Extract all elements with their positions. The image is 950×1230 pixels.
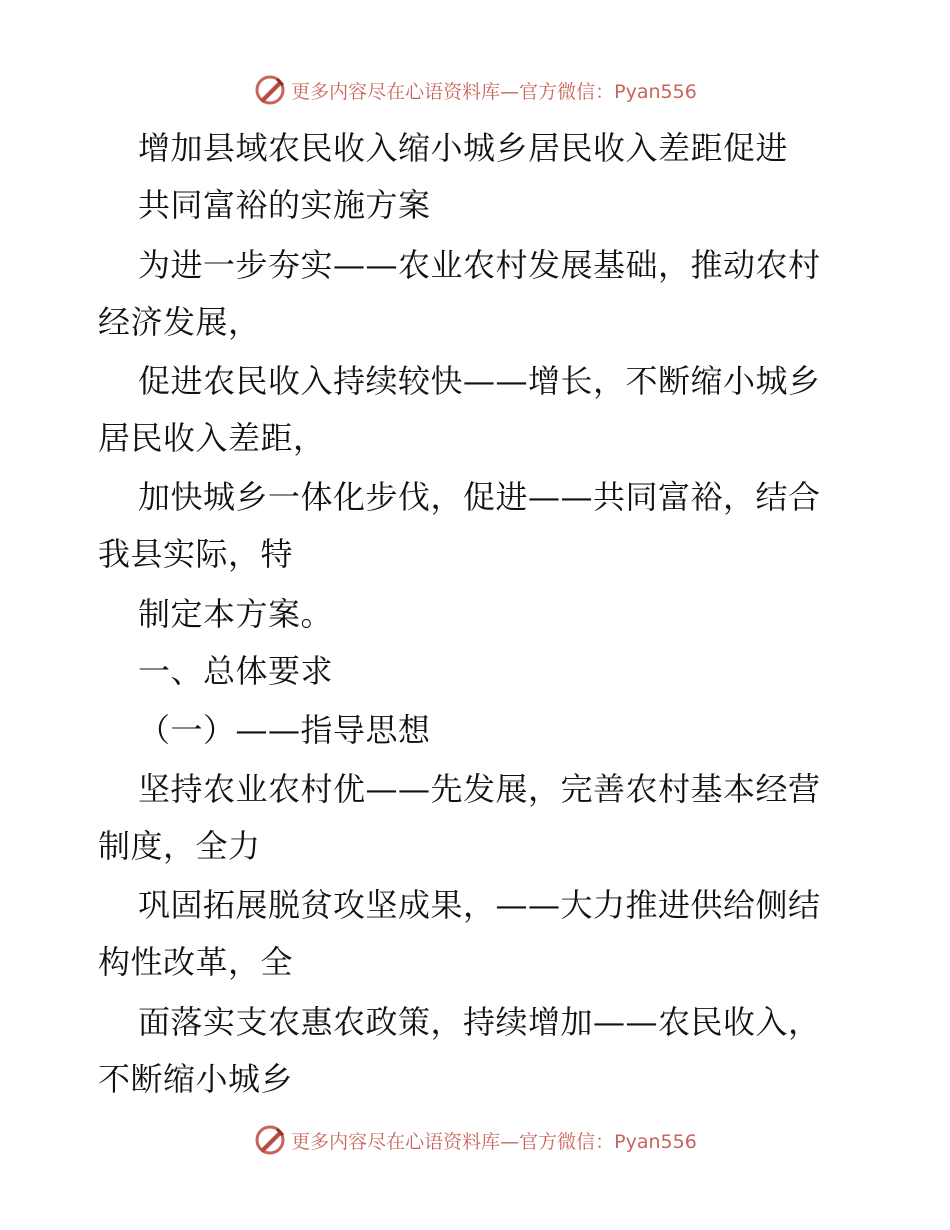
doc-line: 加快城乡一体化步伐，促进——共同富裕，结合: [138, 478, 821, 516]
doc-line: 坚持农业农村优——先发展，完善农村基本经营: [138, 770, 821, 808]
doc-line: 不断缩小城乡: [98, 1060, 294, 1098]
pen-seal-logo-icon: [253, 73, 287, 107]
doc-line: 制度，全力: [98, 827, 261, 865]
watermark-text: 更多内容尽在心语资料库—官方微信：Pyan556: [291, 1130, 697, 1153]
doc-line: 为进一步夯实——农业农村发展基础，推动农村: [138, 246, 821, 284]
watermark-text: 更多内容尽在心语资料库—官方微信：Pyan556: [291, 80, 697, 103]
doc-line: 一、总体要求: [138, 652, 334, 690]
header-watermark: [0, 70, 950, 110]
doc-line: 居民收入差距，: [98, 419, 326, 457]
doc-line: 制定本方案。: [138, 595, 334, 633]
doc-line: 面落实支农惠农政策，持续增加——农民收入，: [138, 1003, 821, 1041]
doc-line: 构性改革，全: [98, 943, 294, 981]
footer-watermark: [0, 1120, 950, 1160]
doc-line: 经济发展，: [98, 303, 261, 341]
doc-line: （一）——指导思想: [138, 711, 431, 749]
doc-line: 共同富裕的实施方案: [138, 186, 431, 224]
doc-line: 我县实际，特: [98, 535, 294, 573]
doc-line: 巩固拓展脱贫攻坚成果，——大力推进供给侧结: [138, 886, 821, 924]
doc-line: 增加县域农民收入缩小城乡居民收入差距促进: [138, 129, 789, 167]
pen-seal-logo-icon: [253, 1123, 287, 1157]
doc-line: 促进农民收入持续较快——增长，不断缩小城乡: [138, 362, 821, 400]
